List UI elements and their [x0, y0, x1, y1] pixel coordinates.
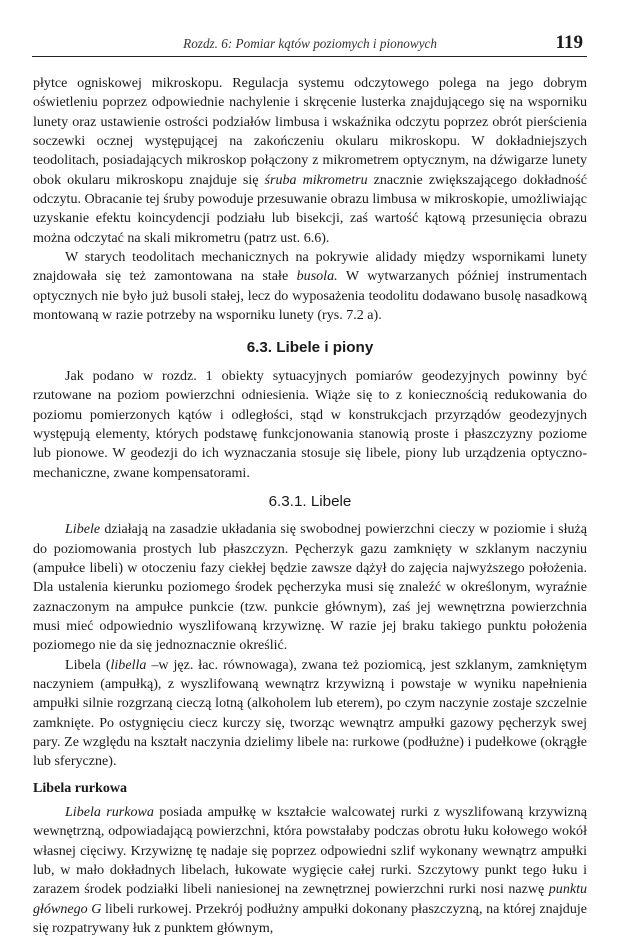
- term-sruba-mikrometru: śruba mikrometru: [264, 171, 368, 188]
- term-libella: libella: [110, 656, 147, 673]
- paragraph-6: Libela rurkowa posiada ampułkę w kształcie walcowatej rurki z wyszlifowaną krzywizną wewnętrzną, odpowiadającą powierzchni, która powstałaby podczas obrotu łuku kołowego wokół własnej cięciwy. Krzywiznę tę nadaje się poprzez odpowiedni szlif wykonany wewnątrz ampułki lub, w mało dokładnych libelach, łukowate wygięcie całej rurki. Szczytowy punkt tego łuku i zarazem środek podziałki libeli naniesionej na zewnętrznej powierzchni rurki nosi nazwę punktu głównego G libeli rurkowej. Przekrój podłużny ampułki dokonany płaszczyzną, na której znajduje się rozpatrywany łuk z punktem głównym,: [33, 804, 587, 937]
- paragraph-2: W starych teodolitach mechanicznych na pokrywie alidady między wspornikami lunety znajdowała się też zamontowana na stałe busola. W wytwarzanych później instrumentach optycznych nie było już busoli stałej, lecz do wyposażenia teodolitu dodawano busolę nasadkową montowaną w razie potrzeby na wsporniku lunety (rys. 7.2 a).: [33, 249, 587, 324]
- paragraph-3: Jak podano w rozdz. 1 obiekty sytuacyjnych pomiarów geodezyjnych powinny być rzutowane na poziom powierzchni odniesienia. Wiąże się to z koniecznością redukowania do poziomu pomierzonych kątów i odległości, stąd w konstrukcjach przyrządów geodezyjnych występują elementy, których podstawę funkcjonowania stanowią proste i płaszczyzny poziome lub pionowe. W geodezji do ich wyznaczania stosuje się libele, piony lub urządzenia optyczno-mechaniczne, zwane kompensatorami.: [33, 367, 587, 481]
- page-number: 119: [555, 32, 583, 53]
- paragraph-4: Libele działają na zasadzie układania się swobodnej powierzchni cieczy w poziomie i służą do poziomowania prostych lub płaszczyzn. Pęcherzyk gazu zamknięty w szklanym naczyniu (ampułce libeli) w otoczeniu fazy ciekłej będzie zawsze dążył do zajęcia najwyższego położenia. Dla ustalenia kierunku poziomego środek pęcherzyka musi się znaleźć w określonym, wyraźnie zaznaczonym na ampułce punkcie (tzw. punkcie głównym), zaś jej wewnętrzna powierzchnia musi mieć odpowiednio wyszlifowaną krzywiznę. W razie jej braku takiego punktu położenia poziomego nie da się jednoznacznie określić.: [33, 521, 588, 654]
- body-text: [33, 74, 587, 938]
- term-libela-rurkowa: Libela rurkowa: [65, 804, 154, 821]
- section-heading: 6.3. Libele i piony: [246, 339, 374, 357]
- term-busola: busola.: [296, 268, 338, 285]
- paragraph-5: Libela (libella –w jęz. łac. równowaga), zwana też poziomicą, jest szklanym, zamkniętym naczyniem (ampułką), z wyszlifowaną wewnątrz krzywizną i powstaje w wyniku napełnienia ampułki silnie rozgrzaną cieczą lotną (alkoholem lub eterem), po czym naczynie zostaje szczelnie zamknięte. Po ostygnięciu ciecz kurczy się, tworząc wewnątrz ampułki gazowy pęcherzyk swej pary. Ze względu na kształt naczynia dzielimy libele na: rurkowe (podłużne) i pudełkowe (okrągłe lub sferyczne).: [33, 656, 588, 770]
- subsection-heading: 6.3.1. Libele: [268, 492, 352, 510]
- running-title: Rozdz. 6: Pomiar kątów poziomych i pionowych: [183, 36, 437, 51]
- term-punkt-glowny: punktu głównego G: [33, 881, 587, 917]
- term-libele: Libele: [65, 521, 101, 538]
- subhead-libela-rurkowa: Libela rurkowa: [33, 779, 128, 796]
- running-header: [32, 32, 587, 57]
- paragraph-1: płytce ogniskowej mikroskopu. Regulacja systemu odczytowego polega na jego dobrym oświetleniu poprzez odpowiednie nachylenie i skręcenie lusterka znajdującego się na wsporniku lunety oraz ustawienie ostrości podziałów limbusa i wskaźnika odczytu poprzez obrót pierścienia soczewki ocznej występującej na zakończeniu okularu mikroskopu. W dokładniejszych teodolitach, posiadających mikroskop połączony z mikrometrem optycznym, na dźwigarze lunety obok okularu mikroskopu znajduje się śruba mikrometru znacznie zwiększającego dokładność odczytu. Obracanie tej śruby powoduje przesuwanie obrazu limbusa w mikroskopie, umożliwiając uzyskanie efektu koincydencji podziału lub bisekcji, zaś wartość kątową przesunięcia obrazu można odczytać na skali mikrometru (patrz ust. 6.6).: [33, 75, 587, 246]
